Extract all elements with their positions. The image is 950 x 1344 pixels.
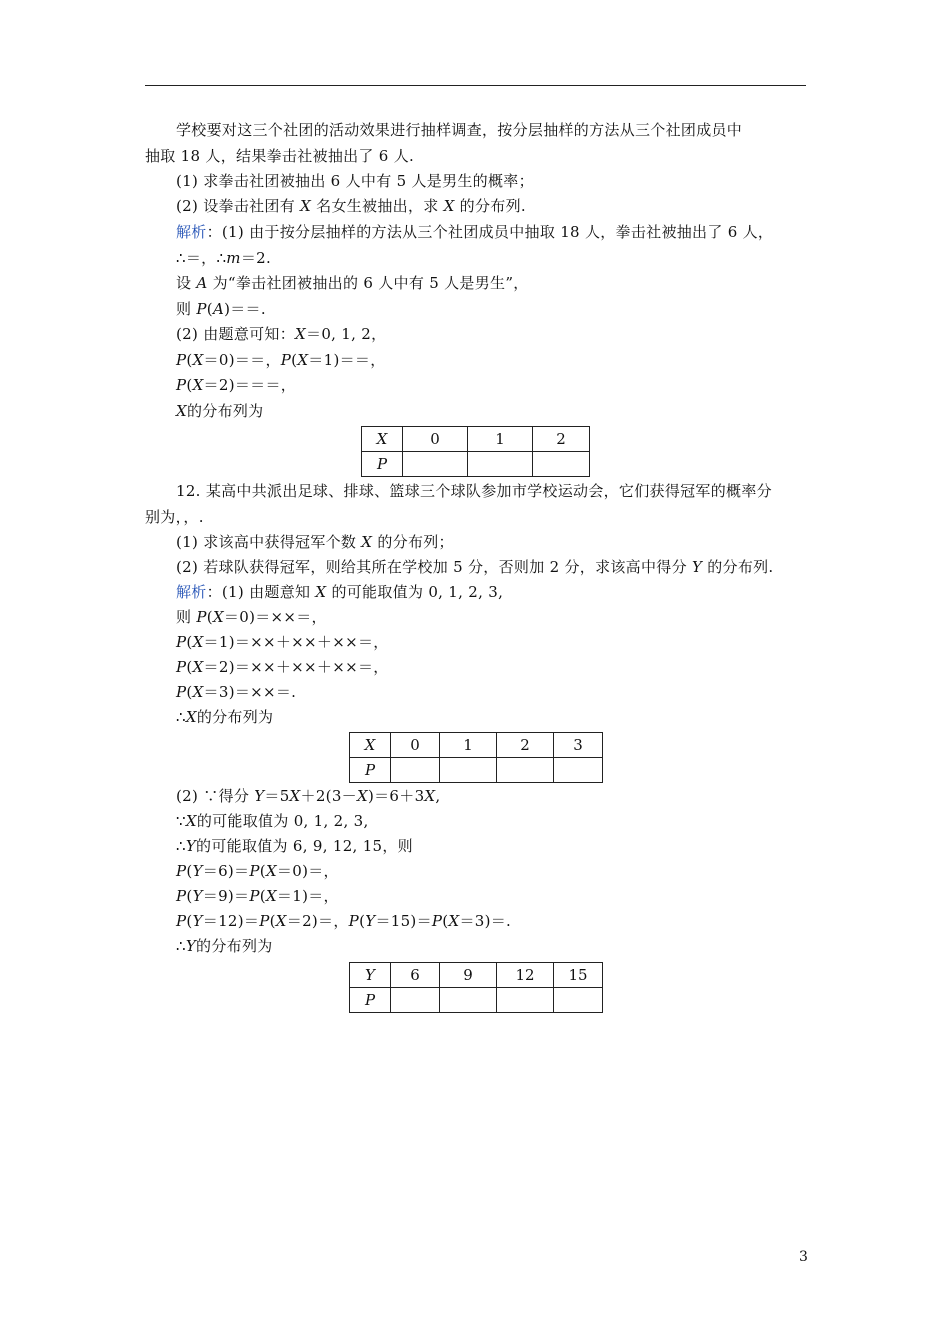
table-prob-label: P	[362, 452, 403, 477]
solution-keyword: 解析	[176, 223, 207, 241]
table-header-var: X	[350, 733, 391, 758]
table-header-var: X	[362, 427, 403, 452]
question-part-1: (1) 求该高中获得冠军个数 X 的分布列；	[176, 533, 454, 551]
solution-line: ∴Y的可能取值为 6, 9, 12, 15，则	[176, 837, 413, 855]
problem-text-line: 学校要对这三个社团的活动效果进行抽样调查，按分层抽样的方法从三个社团成员中	[176, 121, 743, 139]
solution-line: P(X＝3)＝××＝.	[176, 683, 297, 701]
solution-keyword: 解析	[176, 583, 207, 601]
solution-line: ∴＝，∴m＝2.	[176, 249, 272, 267]
distribution-table-x	[361, 426, 590, 477]
table-prob-label: P	[350, 758, 391, 783]
question-part-2: (2) 若球队获得冠军，则给其所在学校加 5 分，否则加 2 分，求该高中得分 Y 的分布列.	[176, 558, 774, 576]
table-prob-cell	[391, 988, 440, 1013]
problem-text-line: 抽取 18 人，结果拳击社被抽出了 6 人.	[145, 147, 415, 165]
solution-line: ∴X的分布列为	[176, 708, 274, 726]
solution-line: ∴Y的分布列为	[176, 937, 273, 955]
table-value-cell: 6	[391, 963, 440, 988]
solution-line: P(Y＝6)＝P(X＝0)＝，	[176, 862, 339, 880]
table-prob-label: P	[350, 988, 391, 1013]
solution-line: 解析：(1) 由于按分层抽样的方法从三个社团成员中抽取 18 人，拳击社被抽出了 6 人，	[176, 223, 774, 241]
solution-line: P(X＝2)＝××＋××＋××＝，	[176, 658, 389, 676]
distribution-table-y	[349, 962, 603, 1013]
table-prob-cell	[468, 452, 533, 477]
solution-line: (2) 由题意可知：X＝0, 1, 2，	[176, 325, 387, 343]
table-value-cell: 0	[391, 733, 440, 758]
solution-line: (2) ∵得分 Y＝5X＋2(3－X)＝6＋3X,	[176, 787, 441, 805]
table-prob-cell	[554, 988, 603, 1013]
header-rule	[145, 85, 806, 86]
solution-line: 则 P(X＝0)＝××＝，	[176, 608, 327, 626]
solution-line: P(X＝1)＝××＋××＋××＝，	[176, 633, 389, 651]
table-header-var: Y	[350, 963, 391, 988]
table-value-cell: 1	[440, 733, 497, 758]
solution-line: P(X＝2)＝＝＝，	[176, 376, 297, 394]
table-value-cell: 0	[403, 427, 468, 452]
table-value-cell: 2	[533, 427, 590, 452]
problem-text-line: 12. 某高中共派出足球、排球、篮球三个球队参加市学校运动会，它们获得冠军的概率分	[176, 482, 772, 500]
table-value-cell: 1	[468, 427, 533, 452]
page-number: 3	[799, 1249, 808, 1265]
table-prob-cell	[440, 758, 497, 783]
table-prob-cell	[533, 452, 590, 477]
solution-line: P(X＝0)＝＝，P(X＝1)＝＝，	[176, 351, 386, 369]
table-value-cell: 9	[440, 963, 497, 988]
solution-line: ∵X的可能取值为 0, 1, 2, 3,	[176, 812, 369, 830]
distribution-table-x2	[349, 732, 603, 783]
table-prob-cell	[497, 988, 554, 1013]
table-prob-cell	[554, 758, 603, 783]
table-value-cell: 15	[554, 963, 603, 988]
question-part-1: (1) 求拳击社团被抽出 6 人中有 5 人是男生的概率；	[176, 172, 534, 190]
table-prob-cell	[391, 758, 440, 783]
solution-line: X的分布列为	[176, 402, 264, 420]
solution-line: 解析：(1) 由题意知 X 的可能取值为 0, 1, 2, 3,	[176, 583, 504, 601]
problem-text-line: 别为，，.	[145, 508, 204, 526]
question-part-2: (2) 设拳击社团有 X 名女生被抽出，求 X 的分布列.	[176, 197, 526, 215]
table-value-cell: 2	[497, 733, 554, 758]
solution-line: 设 A 为“拳击社团被抽出的 6 人中有 5 人是男生”，	[176, 274, 529, 292]
solution-line: 则 P(A)＝＝.	[176, 300, 266, 318]
table-value-cell: 12	[497, 963, 554, 988]
solution-line: P(Y＝12)＝P(X＝2)＝，P(Y＝15)＝P(X＝3)＝.	[176, 912, 512, 930]
table-prob-cell	[440, 988, 497, 1013]
table-prob-cell	[497, 758, 554, 783]
table-value-cell: 3	[554, 733, 603, 758]
solution-line: P(Y＝9)＝P(X＝1)＝，	[176, 887, 339, 905]
table-prob-cell	[403, 452, 468, 477]
